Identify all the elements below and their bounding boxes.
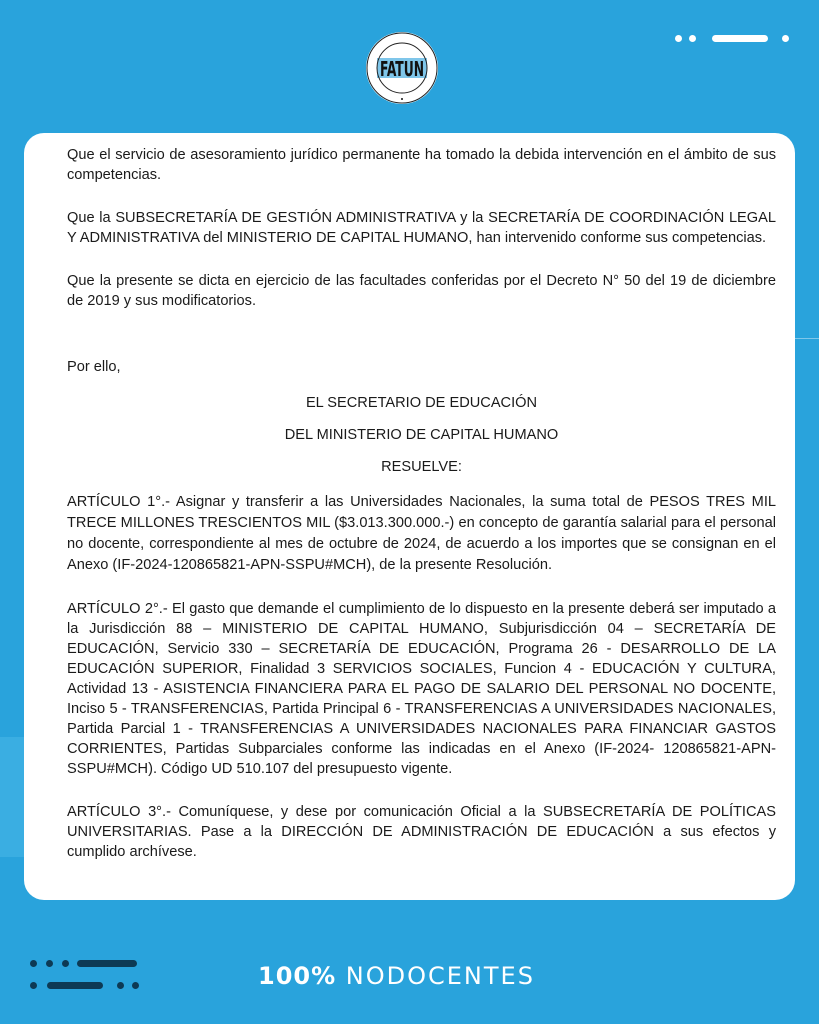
footer-text: NODOCENTES xyxy=(336,962,535,990)
fatun-logo xyxy=(366,32,438,104)
heading-ministerio: DEL MINISTERIO DE CAPITAL HUMANO xyxy=(284,427,559,443)
paragraph: Que la presente se dicta en ejercicio de las facultades conferidas por el Decreto N° 50 del 19 de diciembre de 2019 y sus modificatorios. xyxy=(67,273,776,309)
article-2: ARTÍCULO 2°.- El gasto que demande el cumplimiento de lo dispuesto en la presente deberá ser imputado a la Jurisdicción 88 – MINISTERIO DE CAPITAL HUMANO, Subjurisdicción 04 – SECRETARÍA DE EDUCACIÓN, Servicio 330 – SECRETARÍA DE EDUCACIÓN, Programa 26 - DESARROLLO DE LA EDUCACIÓN SUPERIOR, Finalidad 3 SERVICIOS SOCIALES, Funcion 4 - EDUCACIÓN Y CULTURA, Actividad 13 - ASISTENCIA FINANCIERA PARA EL PAGO DE SALARIO DEL PERSONAL NO DOCENTE, Inciso 5 - TRANSFERENCIAS, Partida Principal 6 - TRANSFERENCIAS A UNIVERSIDADES NACIONALES, Partida Parcial 1 - TRANSFERENCIAS A UNIVERSIDADES NACIONALES PARA FINANCIAR GASTOS CORRIENTES, Partidas Subparciales conforme las indicadas en el Anexo (IF-2024- 120865821-APN-SSPU#MCH). Código UD 510.107 del presupuesto vigente. xyxy=(67,601,776,777)
article-1: ARTÍCULO 1°.- Asignar y transferir a las Universidades Nacionales, la suma total de PESOS TRES MIL TRECE MILLONES TRESCIENTOS MIL ($3.013.300.000.-) en concepto de garantía salarial para el personal no docente, correspondiente al mes de octubre de 2024, de acuerdo a los importes que se consignan en el Anexo (IF-2024-120865821-APN-SSPU#MCH), de la presente Resolución. xyxy=(67,494,776,573)
decorative-band xyxy=(0,737,24,857)
resuelve: RESUELVE: xyxy=(381,459,462,475)
footer-bold: 100% xyxy=(258,962,337,990)
decorative-line xyxy=(795,338,819,339)
paragraph: Que la SUBSECRETARÍA DE GESTIÓN ADMINISTRATIVA y la SECRETARÍA DE COORDINACIÓN LEGAL Y ADMINISTRATIVA del MINISTERIO DE CAPITAL HUMANO, han intervenido conforme sus competencias. xyxy=(67,210,776,246)
heading-secretario: EL SECRETARIO DE EDUCACIÓN xyxy=(305,395,538,411)
article-3: ARTÍCULO 3°.- Comuníquese, y dese por comunicación Oficial a la SUBSECRETARÍA DE POLÍTICAS UNIVERSITARIAS. Pase a la DIRECCIÓN DE ADMINISTRACIÓN DE EDUCACIÓN a sus efectos y cumplido archívese. xyxy=(67,804,776,860)
paragraph: Que el servicio de asesoramiento jurídico permanente ha tomado la debida intervención en el ámbito de sus competencias. xyxy=(67,147,776,183)
por-ello: Por ello, xyxy=(67,359,121,375)
footer-slogan xyxy=(258,962,535,990)
resolution-text xyxy=(67,145,776,885)
svg-text:FATUN: FATUN xyxy=(380,57,424,81)
